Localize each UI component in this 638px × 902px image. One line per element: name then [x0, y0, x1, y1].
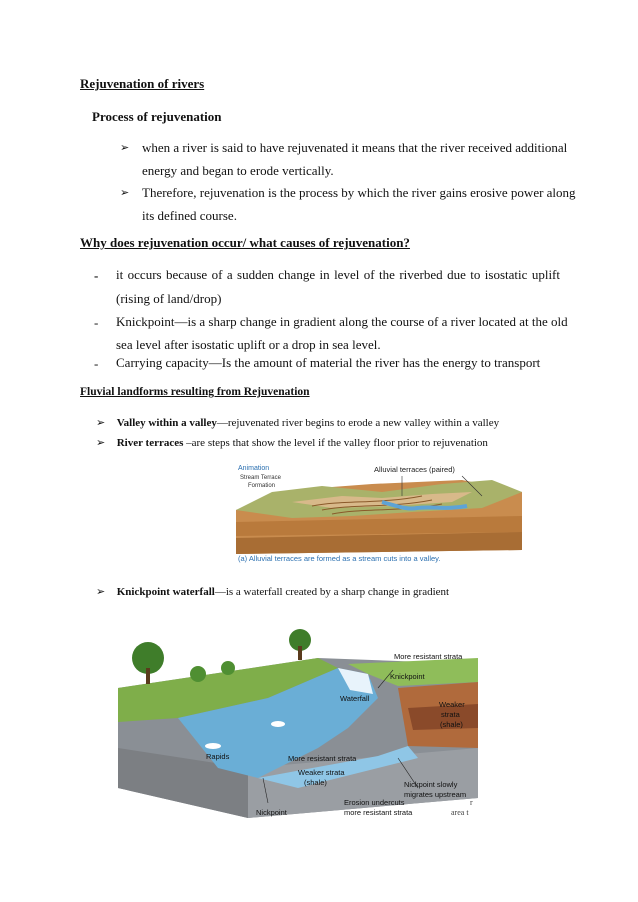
fig2-label-knickpoint-top: Knickpoint: [390, 672, 425, 681]
fig2-label-waterfall: Waterfall: [340, 694, 370, 703]
section-heading-why: Why does rejuvenation occur/ what causes of rejuvenation?: [80, 235, 410, 250]
cause-line: Knickpoint—is a sharp change in gradient along the course of a river located at the old: [116, 314, 568, 329]
section-heading-process: Process of rejuvenation: [92, 109, 222, 124]
landform-item-terraces: [96, 436, 488, 449]
landform-desc: –are steps that show the level if the valley floor prior to rejuvenation: [183, 437, 488, 449]
landform-item-knickpoint: [96, 585, 449, 598]
arrow-bullet-icon: ➢: [96, 416, 106, 429]
bullet-line: Therefore, rejuvenation is the process by which the river gains erosive power along: [142, 185, 576, 200]
cause-line: sea level after isostatic uplift or a drop in sea level.: [116, 337, 381, 352]
figure1-caption: (a) Alluvial terraces are formed as a stream cuts into a valley.: [238, 554, 441, 563]
figure-stream-terrace: [232, 462, 527, 567]
bullet-line: when a river is said to have rejuvenated it means that the river received additional: [142, 140, 568, 155]
fig2-label-more-resistant: More resistant strata: [394, 652, 463, 661]
landform-term: River terraces: [116, 437, 184, 449]
fig2-label-erosion-2: more resistant strata: [344, 808, 413, 817]
fig2-label-more-resistant-2: More resistant strata: [288, 754, 357, 763]
cause-line: it occurs because of a sudden change in level of the riverbed due to isostatic uplift: [116, 267, 560, 282]
fig2-label-shale: (shale): [440, 720, 463, 729]
cause-line: Carrying capacity—Is the amount of material the river has the energy to transport: [116, 355, 541, 370]
fig2-label-weaker: Weaker: [439, 700, 465, 709]
arrow-bullet-icon: ➢: [96, 585, 106, 598]
fig2-label-migrates-1: Nickpoint slowly: [404, 780, 458, 789]
arrow-bullet-icon: ➢: [120, 141, 130, 154]
landform-desc: —is a waterfall created by a sharp change in gradient: [214, 586, 450, 598]
figure-knickpoint-waterfall: [118, 628, 480, 824]
dash-bullet: -: [94, 315, 99, 330]
fig2-label-erosion-1: Erosion undercuts: [344, 798, 405, 807]
section-heading-landforms: Fluvial landforms resulting from Rejuvenation: [80, 386, 310, 398]
arrow-bullet-icon: ➢: [120, 186, 130, 199]
figure1-animation-label: Animation: [238, 465, 270, 472]
landform-item-valley: [96, 416, 499, 429]
fig2-crop-text-1: r: [470, 798, 473, 807]
bullet-line: its defined course.: [142, 208, 237, 223]
fig2-label-weaker-shale: (shale): [304, 778, 327, 787]
page-title: Rejuvenation of rivers: [80, 76, 205, 91]
landform-term: Knickpoint waterfall: [116, 586, 215, 598]
landform-term: Valley within a valley: [116, 417, 217, 429]
fig2-label-migrates-2: migrates upstream: [404, 790, 467, 799]
fig2-crop-text-2: area t: [451, 808, 469, 817]
fig2-label-knickpoint-bottom: Nickpoint: [256, 808, 287, 817]
fig2-label-weaker-strata: Weaker strata: [298, 768, 345, 777]
dash-bullet: -: [94, 268, 99, 283]
figure1-terrace-label: Alluvial terraces (paired): [374, 465, 455, 474]
fig2-label-rapids: Rapids: [206, 752, 230, 761]
bullet-line: energy and began to erode vertically.: [142, 163, 334, 178]
figure1-sub1: Stream Terrace: [240, 475, 281, 481]
figure1-sub2: Formation: [248, 483, 276, 489]
landform-desc: —rejuvenated river begins to erode a new valley within a valley: [216, 417, 500, 429]
fig2-label-strata: strata: [441, 710, 460, 719]
arrow-bullet-icon: ➢: [96, 436, 106, 449]
cause-line: (rising of land/drop): [116, 291, 222, 306]
dash-bullet: -: [94, 356, 99, 371]
